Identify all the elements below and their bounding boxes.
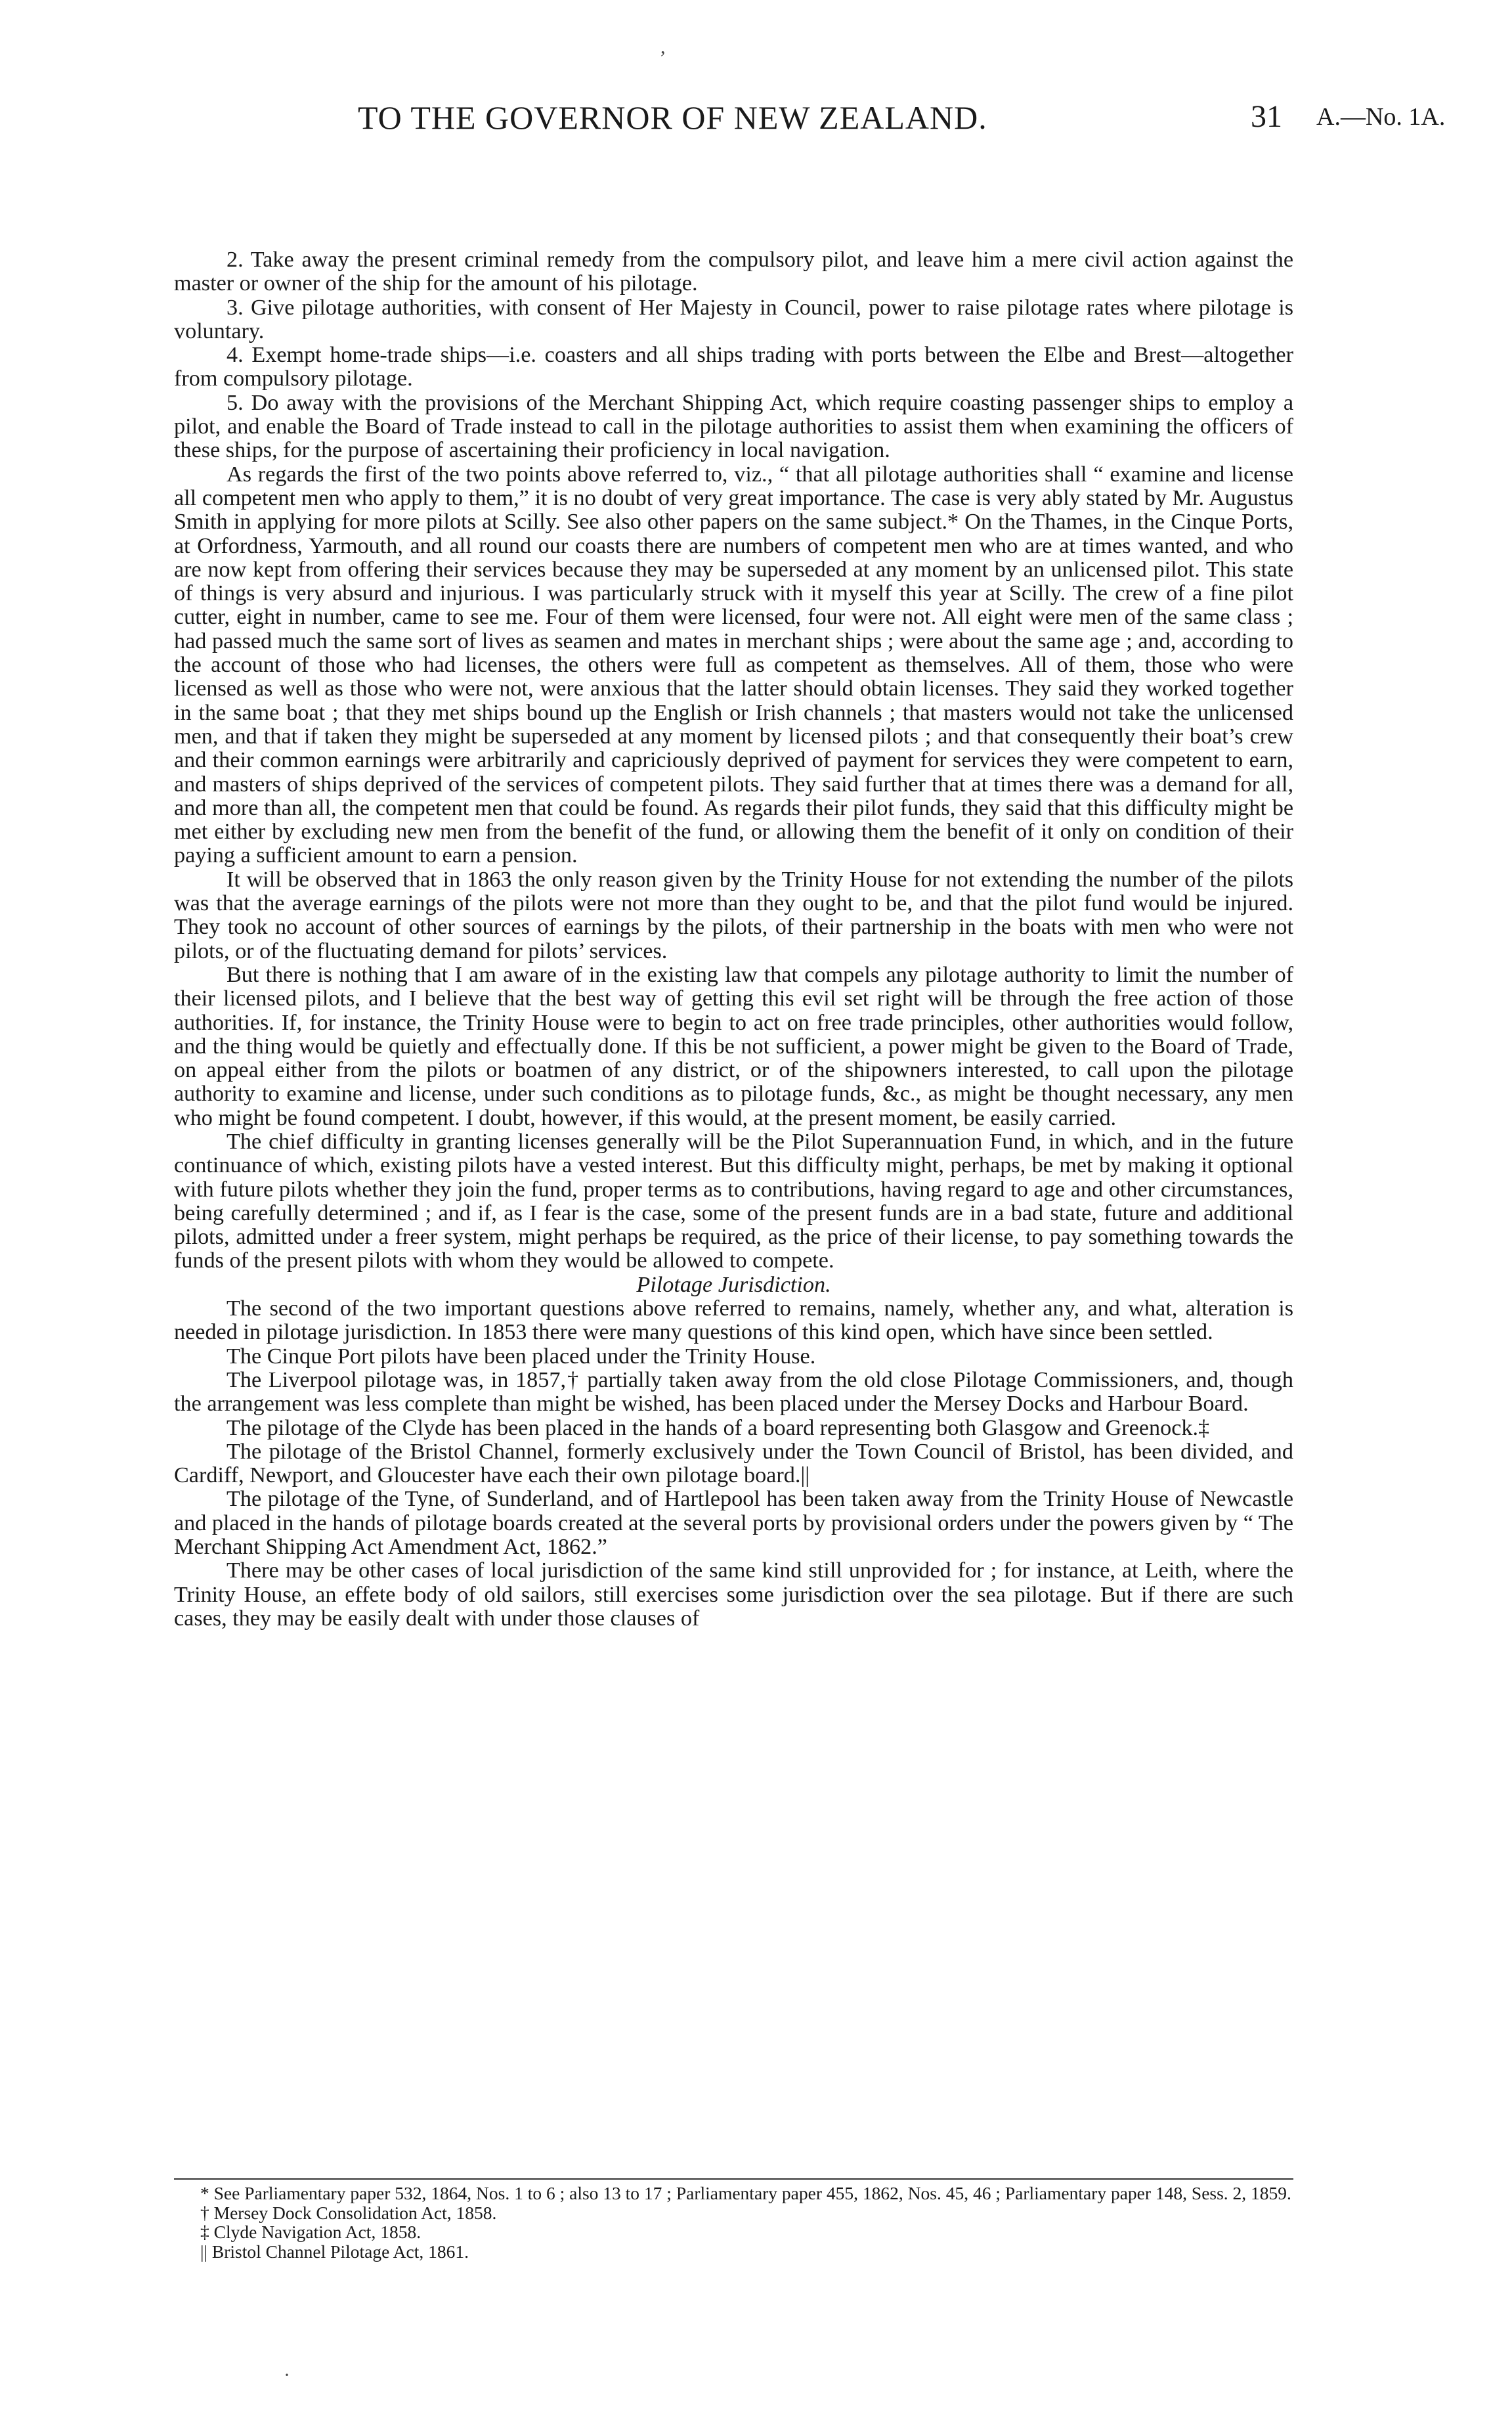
paragraph: The Liverpool pilotage was, in 1857,† partially taken away from the old close Pilotage Commissioners, and, though the arrangement was less complete than might be wished, has been placed under the Mersey Docks and Harbour Board. [174,1367,1293,1417]
paragraph: As regards the first of the two points above referred to, viz., “ that all pilotage authorities shall “ examine and license all competent men who apply to them,” it is no doubt of very great importance. The case is very ably stated by Mr. Augustus Smith in applying for more pilots at Scilly. See also other papers on the same subject.* On the Thames, in the Cinque Ports, at Orfordness, Yarmouth, and all round our coasts there are numbers of competent men who are at times wanted, and who are now kept from offering their services because they may be superseded at any moment by an unlicensed pilot. This state of things is very absurd and injurious. I was particularly struck with it myself this year at Scilly. The crew of a fine pilot cutter, eight in number, came to see me. Four of them were licensed, four were not. All eight were men of the same class ; had passed much the same sort of lives as seamen and mates in merchant ships ; were about the same age ; and, according to the account of those who had licenses, the others were full as competent as themselves. All of them, those who were licensed as well as those who were not, were anxious that the latter should obtain licenses. They said they worked together in the same boat ; that they met ships bound up the English or Irish channels ; that masters would not take the unlicensed men, and that if taken they might be superseded at any moment by licensed pilots ; and that consequently their boat’s crew and their common earnings were arbitrarily and capriciously deprived of payment for services they were competent to earn, and masters of ships deprived of the services of competent pilots. They said further that at times there was a demand for all, and more than all, the competent men that could be found. As regards their pilot funds, they said that this difficulty might be met either by excluding new men from the benefit of the fund, or allowing them the benefit of it only on condition of their paying a sufficient amount to earn a pension. [174,462,1293,868]
paragraph: 4. Exempt home-trade ships—i.e. coasters and all ships trading with ports between the Elbe and Brest—altogether from compulsory pilotage. [174,343,1293,391]
section-heading: Pilotage Jurisdiction. [636,1272,831,1297]
paragraph: But there is nothing that I am aware of in the existing law that compels any pilotage authority to limit the number of their licensed pilots, and I believe that the best way of getting this evil set right will be through the free action of those authorities. If, for instance, the Trinity House were to begin to act on free trade principles, other authorities would follow, and the thing would be quietly and effectually done. If this be not sufficient, a power might be given to the Board of Trade, on appeal either from the pilots or boatmen of any district, or of the shipowners interested, to call upon the pilotage authority to examine and license, under such conditions as to pilotage funds, &c., as might be thought necessary, any men who might be found competent. I doubt, however, if this would, at the present moment, be easily carried. [174,962,1293,1130]
page-header [177,99,1473,158]
paragraph: The pilotage of the Clyde has been placed in the hands of a board representing both Glasgow and Greenock.‡ [227,1415,1210,1440]
footnotes [174,2178,1293,2261]
stray-mark: · [284,2364,290,2386]
paragraph: The chief difficulty in granting licenses generally will be the Pilot Superannuation Fund, in which, and in the future continuance of which, existing pilots have a vested interest. But this difficulty might, perhaps, be met by making it optional with future pilots whether they join the fund, proper terms as to contributions, having regard to age and other circumstances, being carefully determined ; and if, as I fear is the case, some of the present funds are in a bad state, future and additional pilots, admitted under a freer system, might perhaps be required, as the price of their license, to pay something towards the funds of the present pilots with whom they would be allowed to compete. [174,1129,1293,1273]
page-title: TO THE GOVERNOR OF NEW ZEALAND. [358,99,987,136]
paragraph: The pilotage of the Bristol Channel, formerly exclusively under the Town Council of Bristol, has been divided, and Cardiff, Newport, and Gloucester have each their own pilotage board.|| [174,1439,1293,1488]
stray-mark: , [660,36,666,58]
footnote: † Mersey Dock Consolidation Act, 1858. [200,2202,497,2223]
paragraph: It will be observed that in 1863 the only reason given by the Trinity House for not extending the number of the pilots was that the average earnings of the pilots were not more than they ought to be, and that the pilot fund would be injured. They took no account of other sources of earnings by the pilots, of their partnership in the boats with men who were not pilots, or of the fluctuating demand for pilots’ services. [174,867,1293,963]
paragraph: 3. Give pilotage authorities, with consent of Her Majesty in Council, power to raise pilotage rates where pilotage is voluntary. [174,295,1293,343]
paragraph: The Cinque Port pilots have been placed under the Trinity House. [227,1344,816,1369]
body-text [174,248,1293,1631]
paragraph: The pilotage of the Tyne, of Sunderland, and of Hartlepool has been taken away from the Trinity House of Newcastle and placed in the hands of pilotage boards created at the several ports by provisional orders under the powers given by “ The Merchant Shipping Act Amendment Act, 1862.” [174,1487,1293,1560]
paragraph: There may be other cases of local jurisdiction of the same kind still unprovided for ; for instance, at Leith, where the Trinity House, an effete body of old sailors, still exercises some jurisdiction over the sea pilotage. But if there are such cases, they may be easily dealt with under those clauses of [174,1558,1293,1631]
document-reference: A.—No. 1A. [1316,103,1446,131]
paragraph: 5. Do away with the provisions of the Merchant Shipping Act, which require coasting passenger ships to employ a pilot, and enable the Board of Trade instead to call in the pilotage authorities to assist them when examining the officers of these ships, for the purpose of ascertaining their proficiency in local navigation. [174,390,1293,463]
footnote: ‡ Clyde Navigation Act, 1858. [200,2222,421,2242]
page-number: 31 [1251,99,1282,134]
footnote-divider [174,2178,1293,2180]
footnote: || Bristol Channel Pilotage Act, 1861. [200,2241,469,2262]
footnote: * See Parliamentary paper 532, 1864, Nos. 1 to 6 ; also 13 to 17 ; Parliamentary paper 455, 1862, Nos. 45, 46 ; Parliamentary paper 148, Sess. 2, 1859. [200,2183,1291,2203]
paragraph: 2. Take away the present criminal remedy from the compulsory pilot, and leave him a mere civil action against the master or owner of the ship for the amount of his pilotage. [174,248,1293,296]
paragraph: The second of the two important questions above referred to remains, namely, whether any, and what, alteration is needed in pilotage jurisdiction. In 1853 there were many questions of this kind open, which have since been settled. [174,1296,1293,1345]
